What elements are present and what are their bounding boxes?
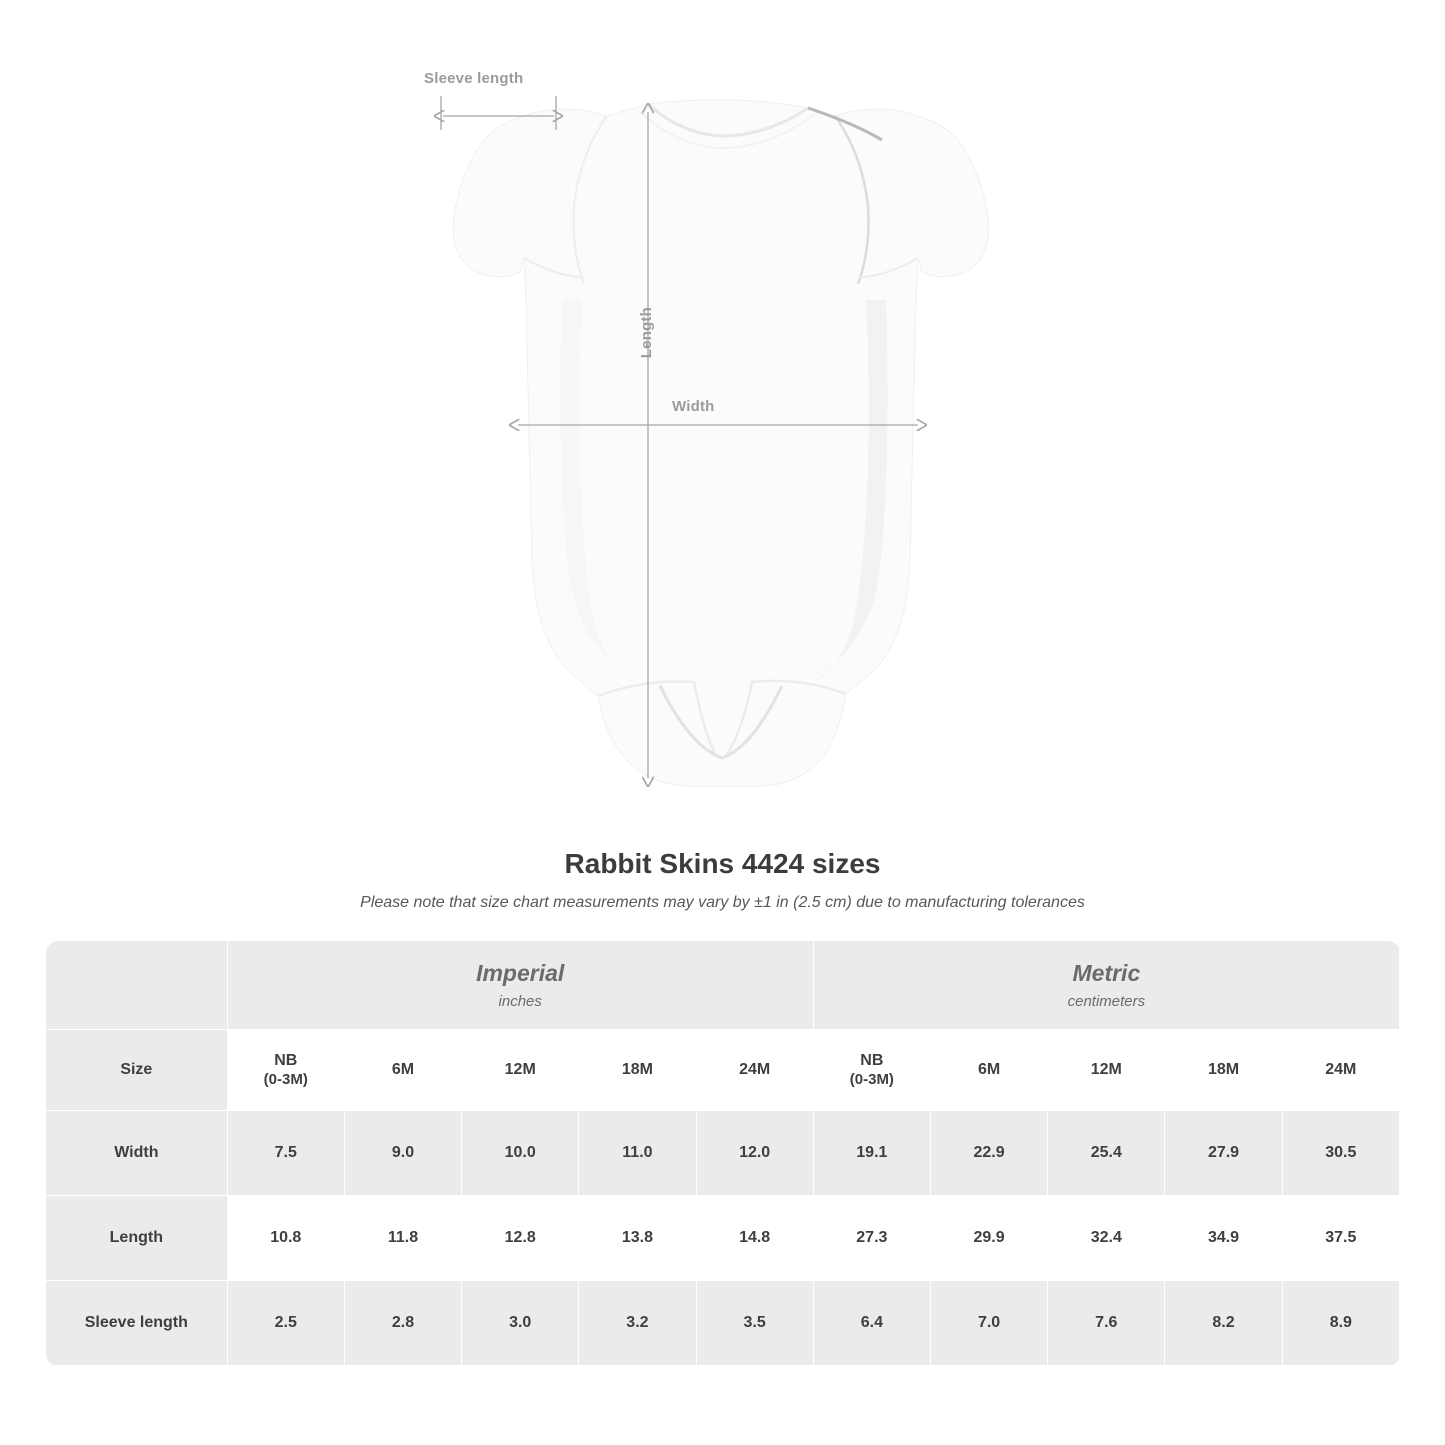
size-main: 18M: [621, 1061, 653, 1078]
cell-sleeve-nb-cm: 6.4: [813, 1281, 930, 1366]
size-column-header-18m-imperial: [579, 1030, 696, 1111]
cell-length-24m-cm: 37.5: [1282, 1196, 1399, 1281]
garment-body: [453, 100, 988, 786]
cell-length-18m-cm: 34.9: [1165, 1196, 1282, 1281]
size-column-header-18m-metric: [1165, 1030, 1282, 1111]
cell-width-12m-in: 10.0: [462, 1111, 579, 1196]
table-row-sleeve-length: [46, 1281, 1400, 1366]
cell-width-24m-cm: 30.5: [1282, 1111, 1399, 1196]
cell-length-6m-cm: 29.9: [930, 1196, 1047, 1281]
title-block: [0, 848, 1445, 912]
width-dimension-label: Width: [672, 398, 715, 415]
cell-length-12m-cm: 32.4: [1048, 1196, 1165, 1281]
unit-group-metric-sub: centimeters: [1067, 993, 1146, 1010]
size-main: NB: [274, 1051, 298, 1069]
table-row-length: [46, 1196, 1400, 1281]
cell-width-6m-cm: 22.9: [930, 1111, 1047, 1196]
size-main: 6M: [391, 1061, 415, 1078]
size-column-header-12m-imperial: [462, 1030, 579, 1111]
cell-sleeve-nb-in: 2.5: [227, 1281, 344, 1366]
size-column-header-6m-imperial: [344, 1030, 461, 1111]
page-title: Rabbit Skins 4424 sizes: [564, 848, 881, 879]
cell-length-24m-in: 14.8: [696, 1196, 813, 1281]
size-column-header-24m-imperial: [696, 1030, 813, 1111]
unit-group-imperial-sub: inches: [498, 993, 542, 1010]
cell-width-24m-in: 12.0: [696, 1111, 813, 1196]
size-column-header-nb-metric: [813, 1030, 930, 1111]
cell-length-nb-cm: 27.3: [813, 1196, 930, 1281]
row-label-width: Width: [46, 1111, 228, 1196]
size-column-header-12m-metric: [1048, 1030, 1165, 1111]
size-main: 6M: [977, 1061, 1001, 1078]
table-corner: [46, 941, 228, 1030]
size-main: 24M: [739, 1061, 771, 1078]
cell-sleeve-24m-in: 3.5: [696, 1281, 813, 1366]
length-dimension-label: Length: [638, 307, 655, 359]
size-table-wrapper: [45, 940, 1400, 1366]
cell-length-18m-in: 13.8: [579, 1196, 696, 1281]
cell-sleeve-6m-in: 2.8: [344, 1281, 461, 1366]
cell-width-nb-cm: 19.1: [813, 1111, 930, 1196]
cell-sleeve-12m-cm: 7.6: [1048, 1281, 1165, 1366]
cell-width-18m-in: 11.0: [579, 1111, 696, 1196]
size-table: [45, 940, 1400, 1366]
tolerance-note: Please note that size chart measurements may vary by ±1 in (2.5 cm) due to manufacturing tolerances: [360, 894, 1085, 911]
table-row-width: [46, 1111, 1400, 1196]
size-main: 18M: [1207, 1061, 1240, 1078]
cell-sleeve-18m-cm: 8.2: [1165, 1281, 1282, 1366]
size-column-header-6m-metric: [930, 1030, 1047, 1111]
size-sub: (0-3M): [263, 1070, 308, 1088]
cell-sleeve-18m-in: 3.2: [579, 1281, 696, 1366]
row-label-sleeve-length: Sleeve length: [46, 1281, 228, 1366]
size-sub: (0-3M): [849, 1070, 894, 1088]
cell-length-12m-in: 12.8: [462, 1196, 579, 1281]
sleeve-length-dimension-label: Sleeve length: [424, 70, 524, 87]
cell-length-6m-in: 11.8: [344, 1196, 461, 1281]
size-main: 12M: [1090, 1061, 1122, 1078]
row-label-length: Length: [46, 1196, 228, 1281]
cell-sleeve-24m-cm: 8.9: [1282, 1281, 1399, 1366]
cell-width-nb-in: 7.5: [227, 1111, 344, 1196]
cell-width-18m-cm: 27.9: [1165, 1111, 1282, 1196]
size-column-header-nb-imperial: [227, 1030, 344, 1111]
cell-sleeve-6m-cm: 7.0: [930, 1281, 1047, 1366]
unit-group-metric: [813, 941, 1399, 1030]
size-column-header-24m-metric: [1282, 1030, 1399, 1111]
cell-width-12m-cm: 25.4: [1048, 1111, 1165, 1196]
unit-header-row: [46, 941, 1400, 1030]
size-header-label: Size: [46, 1030, 228, 1111]
unit-group-imperial: [227, 941, 813, 1030]
size-header-row: [46, 1030, 1400, 1111]
cell-length-nb-in: 10.8: [227, 1196, 344, 1281]
cell-width-6m-in: 9.0: [344, 1111, 461, 1196]
size-main: 12M: [504, 1061, 536, 1078]
size-main: NB: [860, 1051, 884, 1069]
cell-sleeve-12m-in: 3.0: [462, 1281, 579, 1366]
unit-group-metric-name: Metric: [1072, 960, 1141, 986]
unit-group-imperial-name: Imperial: [476, 960, 565, 986]
size-main: 24M: [1325, 1061, 1357, 1078]
